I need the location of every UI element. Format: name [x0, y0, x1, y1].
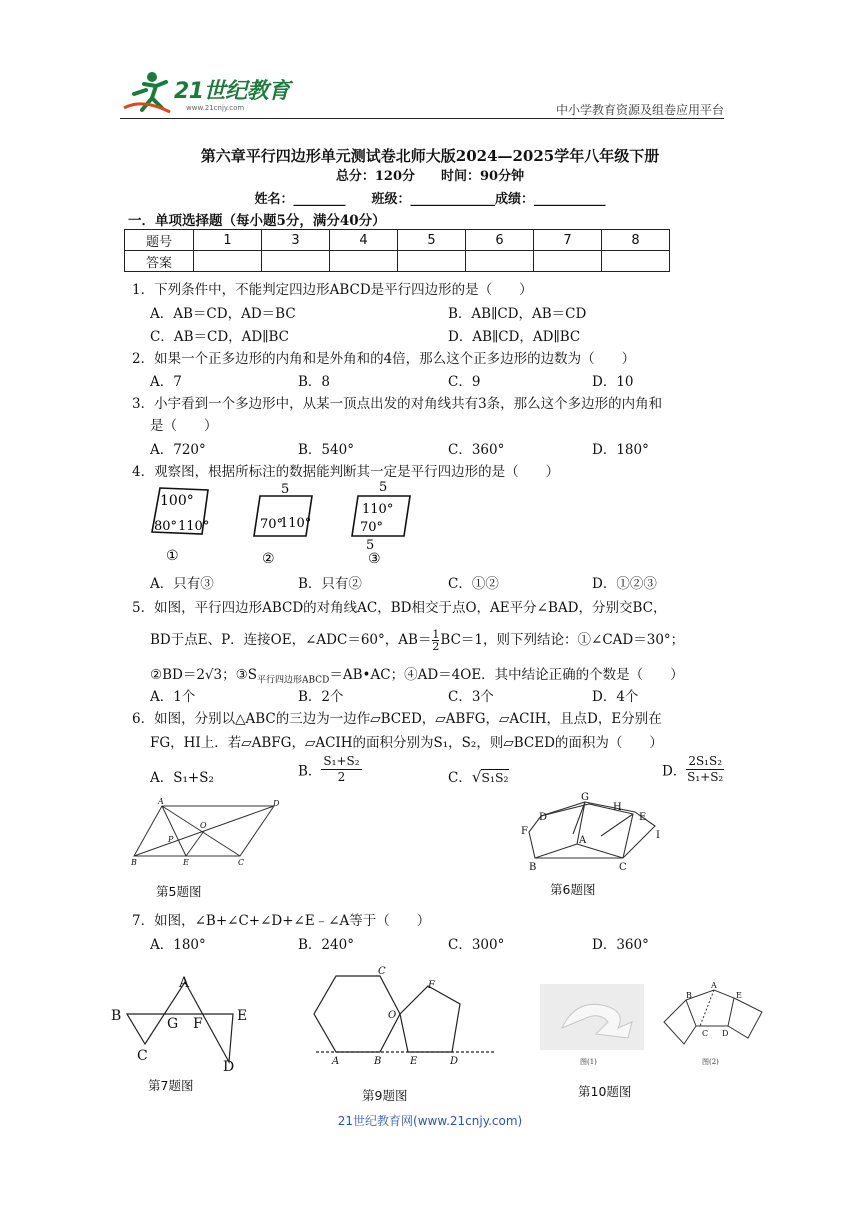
figure-6 — [515, 792, 665, 876]
q6-option-d[interactable] — [662, 754, 724, 785]
question-3-stem: 3．小宇看到一个多边形中，从某一顶点出发的对角线共有3条，那么这个多边形的内角和 — [132, 396, 663, 412]
q4-figures — [140, 480, 440, 568]
question-3-stem-cont: 是（ ） — [150, 418, 218, 434]
fig7-label-d: D — [223, 1059, 235, 1072]
q6-b-den: 2 — [337, 770, 346, 784]
q4-figure-3 — [352, 480, 410, 567]
fig10-label-d: D — [722, 1029, 729, 1038]
fig5-label-d: D — [273, 799, 280, 808]
table-row — [125, 251, 670, 272]
fig2-label: ② — [262, 551, 275, 567]
table-header-cell: 答案 — [125, 251, 194, 272]
figure-5-caption: 第5题图 — [156, 884, 202, 899]
table-header-cell: 题号 — [125, 230, 194, 251]
fig10-label-1: 图(1) — [580, 1058, 597, 1066]
fig3-angle-a: 110° — [362, 502, 394, 517]
fig6-label-i: I — [656, 830, 660, 841]
student-info-line: 姓名：________ 班级：_____________成绩：___________ — [254, 192, 606, 207]
q5-text-d: ＝AB•AC；④AD＝4OE．其中结论正确的个数是（ ） — [329, 667, 684, 683]
logo-text: 21世纪教育 — [174, 79, 290, 104]
q7-option-b[interactable]: B．240° — [298, 937, 354, 953]
q6-option-c[interactable] — [448, 766, 509, 786]
q6-d-den: S₁+S₂ — [687, 770, 724, 784]
fig10-label-a: A — [711, 982, 717, 990]
q1-option-a[interactable]: A．AB＝CD，AD＝BC — [150, 306, 296, 322]
fig7-label-e: E — [237, 1008, 248, 1024]
answer-cell[interactable] — [602, 251, 670, 272]
figure-10-caption: 第10题图 — [578, 1084, 632, 1099]
question-2-stem: 2．如果一个正多边形的内角和是外角和的4倍，那么这个正多边形的边数为（ ） — [132, 351, 636, 367]
figure-7 — [105, 972, 255, 1072]
q6-c-label: C． — [448, 770, 472, 786]
question-4-stem: 4．观察图，根据所标注的数据能判断其一定是平行四边形的是（ ） — [132, 464, 560, 480]
fig2-angle-a: 70° — [260, 517, 284, 532]
fig1-angle-b: 80° — [154, 519, 178, 534]
fig6-label-g: G — [581, 792, 589, 803]
q4-option-a[interactable]: A．只有③ — [150, 576, 214, 592]
q2-option-a[interactable]: A．7 — [150, 374, 182, 390]
figure-9-caption: 第9题图 — [362, 1088, 408, 1103]
fig5-label-a: A — [158, 798, 164, 806]
fig10-label-c: C — [702, 1029, 709, 1038]
fig5-label-e: E — [183, 858, 189, 867]
fig3-angle-b: 70° — [360, 520, 384, 535]
q6-d-fraction — [686, 754, 724, 785]
q5-text-c: ②BD＝2√3；③S — [150, 667, 257, 683]
fig3-bottom: 5 — [366, 538, 375, 553]
fig10-label-e: E — [736, 991, 742, 1000]
q2-option-b[interactable]: B．8 — [298, 374, 331, 390]
fig5-label-o: O — [200, 821, 207, 830]
q6-d-num: 2S₁S₂ — [688, 754, 723, 768]
logo — [122, 68, 292, 118]
fig1-label: ① — [166, 548, 179, 564]
fig9-label-c: C — [378, 966, 386, 977]
q7-option-d[interactable]: D．360° — [592, 937, 649, 953]
q5-frac-num: 1 — [432, 628, 440, 641]
q5-text-b: BC＝1，则下列结论：①∠CAD＝30°； — [440, 632, 685, 648]
q4-figure-1 — [152, 488, 209, 564]
question-7-stem: 7．如图，∠B+∠C+∠D+∠E﹣∠A等于（ ） — [132, 913, 431, 929]
q1-option-c[interactable]: C．AB＝CD，AD∥BC — [150, 329, 289, 345]
fig9-label-b: B — [374, 1056, 382, 1067]
fig5-label-p: P — [168, 835, 174, 844]
figure-10 — [536, 982, 776, 1070]
q2-option-c[interactable]: C．9 — [448, 374, 481, 390]
header-divider — [120, 118, 724, 119]
fig1-angle-c: 110° — [178, 519, 210, 534]
q6-d-label: D． — [662, 763, 687, 780]
answer-table — [124, 229, 670, 272]
figure-6-caption: 第6题图 — [550, 882, 596, 897]
question-5-line-2 — [150, 628, 684, 652]
fig9-label-e: E — [410, 1056, 418, 1067]
fig7-label-g: G — [167, 1016, 179, 1032]
q4-option-c[interactable]: C．①② — [448, 576, 499, 592]
q3-option-a[interactable]: A．720° — [150, 442, 206, 458]
answer-cell[interactable] — [398, 251, 466, 272]
fig10-label-b: B — [686, 991, 692, 1000]
q1-option-d[interactable]: D．AB∥CD，AD∥BC — [448, 329, 581, 345]
q3-option-d[interactable]: D．180° — [592, 442, 649, 458]
q6-c-radicand: S₁S₂ — [481, 770, 509, 785]
fig2-top: 5 — [281, 482, 290, 497]
fig2-angle-b: 110° — [280, 516, 312, 531]
fig6-label-a: A — [579, 835, 587, 846]
q4-option-d[interactable]: D．①②③ — [592, 576, 657, 592]
q4-option-b[interactable]: B．只有② — [298, 576, 362, 592]
q3-option-c[interactable]: C．360° — [448, 442, 505, 458]
answer-cell[interactable] — [262, 251, 330, 272]
q5-option-d[interactable]: D．4个 — [592, 689, 639, 705]
answer-cell[interactable] — [330, 251, 398, 272]
q5-option-b[interactable]: B．2个 — [298, 689, 344, 705]
figure-5 — [128, 798, 283, 870]
fig6-label-b: B — [529, 862, 537, 873]
q5-frac-den: 2 — [432, 640, 440, 653]
fig5-label-c: C — [238, 858, 245, 867]
table-cell: 4 — [330, 230, 398, 251]
q5-fraction — [432, 629, 439, 652]
fig6-label-e: E — [639, 812, 647, 823]
fig6-label-f: F — [521, 826, 528, 837]
answer-cell[interactable] — [466, 251, 534, 272]
fig7-label-f: F — [193, 1016, 203, 1032]
q2-option-d[interactable]: D．10 — [592, 374, 634, 390]
fig9-label-o: O — [388, 1010, 397, 1021]
q6-b-label: B． — [298, 763, 322, 780]
q1-option-b[interactable]: B．AB∥CD，AB＝CD — [448, 306, 587, 322]
table-cell: 1 — [194, 230, 262, 251]
q6-option-b[interactable] — [298, 754, 362, 785]
q5-subscript: 平行四边形ABCD — [256, 675, 330, 686]
q6-option-a[interactable]: A．S₁+S₂ — [150, 770, 214, 786]
table-row — [125, 230, 670, 251]
fig6-label-c: C — [619, 862, 627, 873]
question-1-stem: 1．下列条件中，不能判定四边形ABCD是平行四边形的是（ ） — [132, 282, 533, 298]
q4-figure-2 — [254, 482, 312, 567]
q7-option-c[interactable]: C．300° — [448, 937, 505, 953]
fig9-label-f: F — [428, 980, 435, 991]
table-cell: 6 — [466, 230, 534, 251]
q6-b-fraction — [321, 754, 361, 785]
footer-link[interactable]: 21世纪教育网(www.21cnjy.com) — [337, 1114, 523, 1128]
table-cell: 8 — [602, 230, 670, 251]
logo-url: www.21cnjy.com — [186, 104, 245, 112]
fig3-top: 5 — [379, 480, 388, 495]
q3-option-b[interactable]: B．540° — [298, 442, 354, 458]
question-5-line-3 — [150, 663, 684, 686]
sqrt-icon: √ — [471, 768, 482, 786]
answer-cell[interactable] — [194, 251, 262, 272]
fig7-label-c: C — [137, 1048, 148, 1064]
fig7-label-b: B — [111, 1008, 122, 1024]
q7-option-a[interactable]: A．180° — [150, 937, 206, 953]
question-6-line-2: FG，HI上．若▱ABFG，▱ACIH的面积分别为S₁，S₂，则▱BCED的面积为（ ） — [150, 735, 663, 751]
table-cell: 5 — [398, 230, 466, 251]
fig6-label-h: H — [613, 802, 622, 813]
fig6-label-d: D — [539, 812, 548, 823]
exam-title: 第六章平行四边形单元测试卷北师大版2024—2025学年八年级下册 — [200, 147, 660, 165]
table-cell: 3 — [262, 230, 330, 251]
answer-cell[interactable] — [534, 251, 602, 272]
fig3-label: ③ — [368, 551, 381, 567]
q5-text-a: BD于点E、P．连接OE，∠ADC＝60°，AB＝ — [150, 632, 432, 648]
fig1-angle-a: 100° — [160, 493, 194, 509]
question-6-line-1: 6．如图，分别以△ABC的三边为一边作▱BCED，▱ABFG，▱ACIH，且点D，E分别在 — [132, 711, 662, 727]
q6-b-num: S₁+S₂ — [323, 754, 360, 768]
question-5-line-1: 5．如图，平行四边形ABCD的对角线AC，BD相交于点O，AE平分∠BAD，分别交BC， — [132, 600, 667, 616]
fig9-label-a: A — [332, 1056, 340, 1067]
fig5-label-b: B — [131, 858, 137, 867]
platform-name: 中小学教育资源及组卷应用平台 — [555, 103, 724, 117]
figure-7-caption: 第7题图 — [148, 1078, 194, 1093]
q5-option-a[interactable]: A．1个 — [150, 689, 196, 705]
paper-knot-photo — [540, 984, 644, 1050]
fig10-label-2: 图(2) — [702, 1058, 719, 1066]
q5-option-c[interactable]: C．3个 — [448, 689, 494, 705]
table-cell: 7 — [534, 230, 602, 251]
fig9-label-d: D — [450, 1056, 459, 1067]
exam-subtitle: 总分：120分 时间：90分钟 — [335, 169, 525, 184]
fig7-label-a: A — [179, 975, 190, 991]
runner-icon — [122, 68, 182, 118]
figure-9 — [308, 964, 498, 1076]
section-title: 一．单项选择题（每小题5分，满分40分） — [128, 213, 386, 229]
